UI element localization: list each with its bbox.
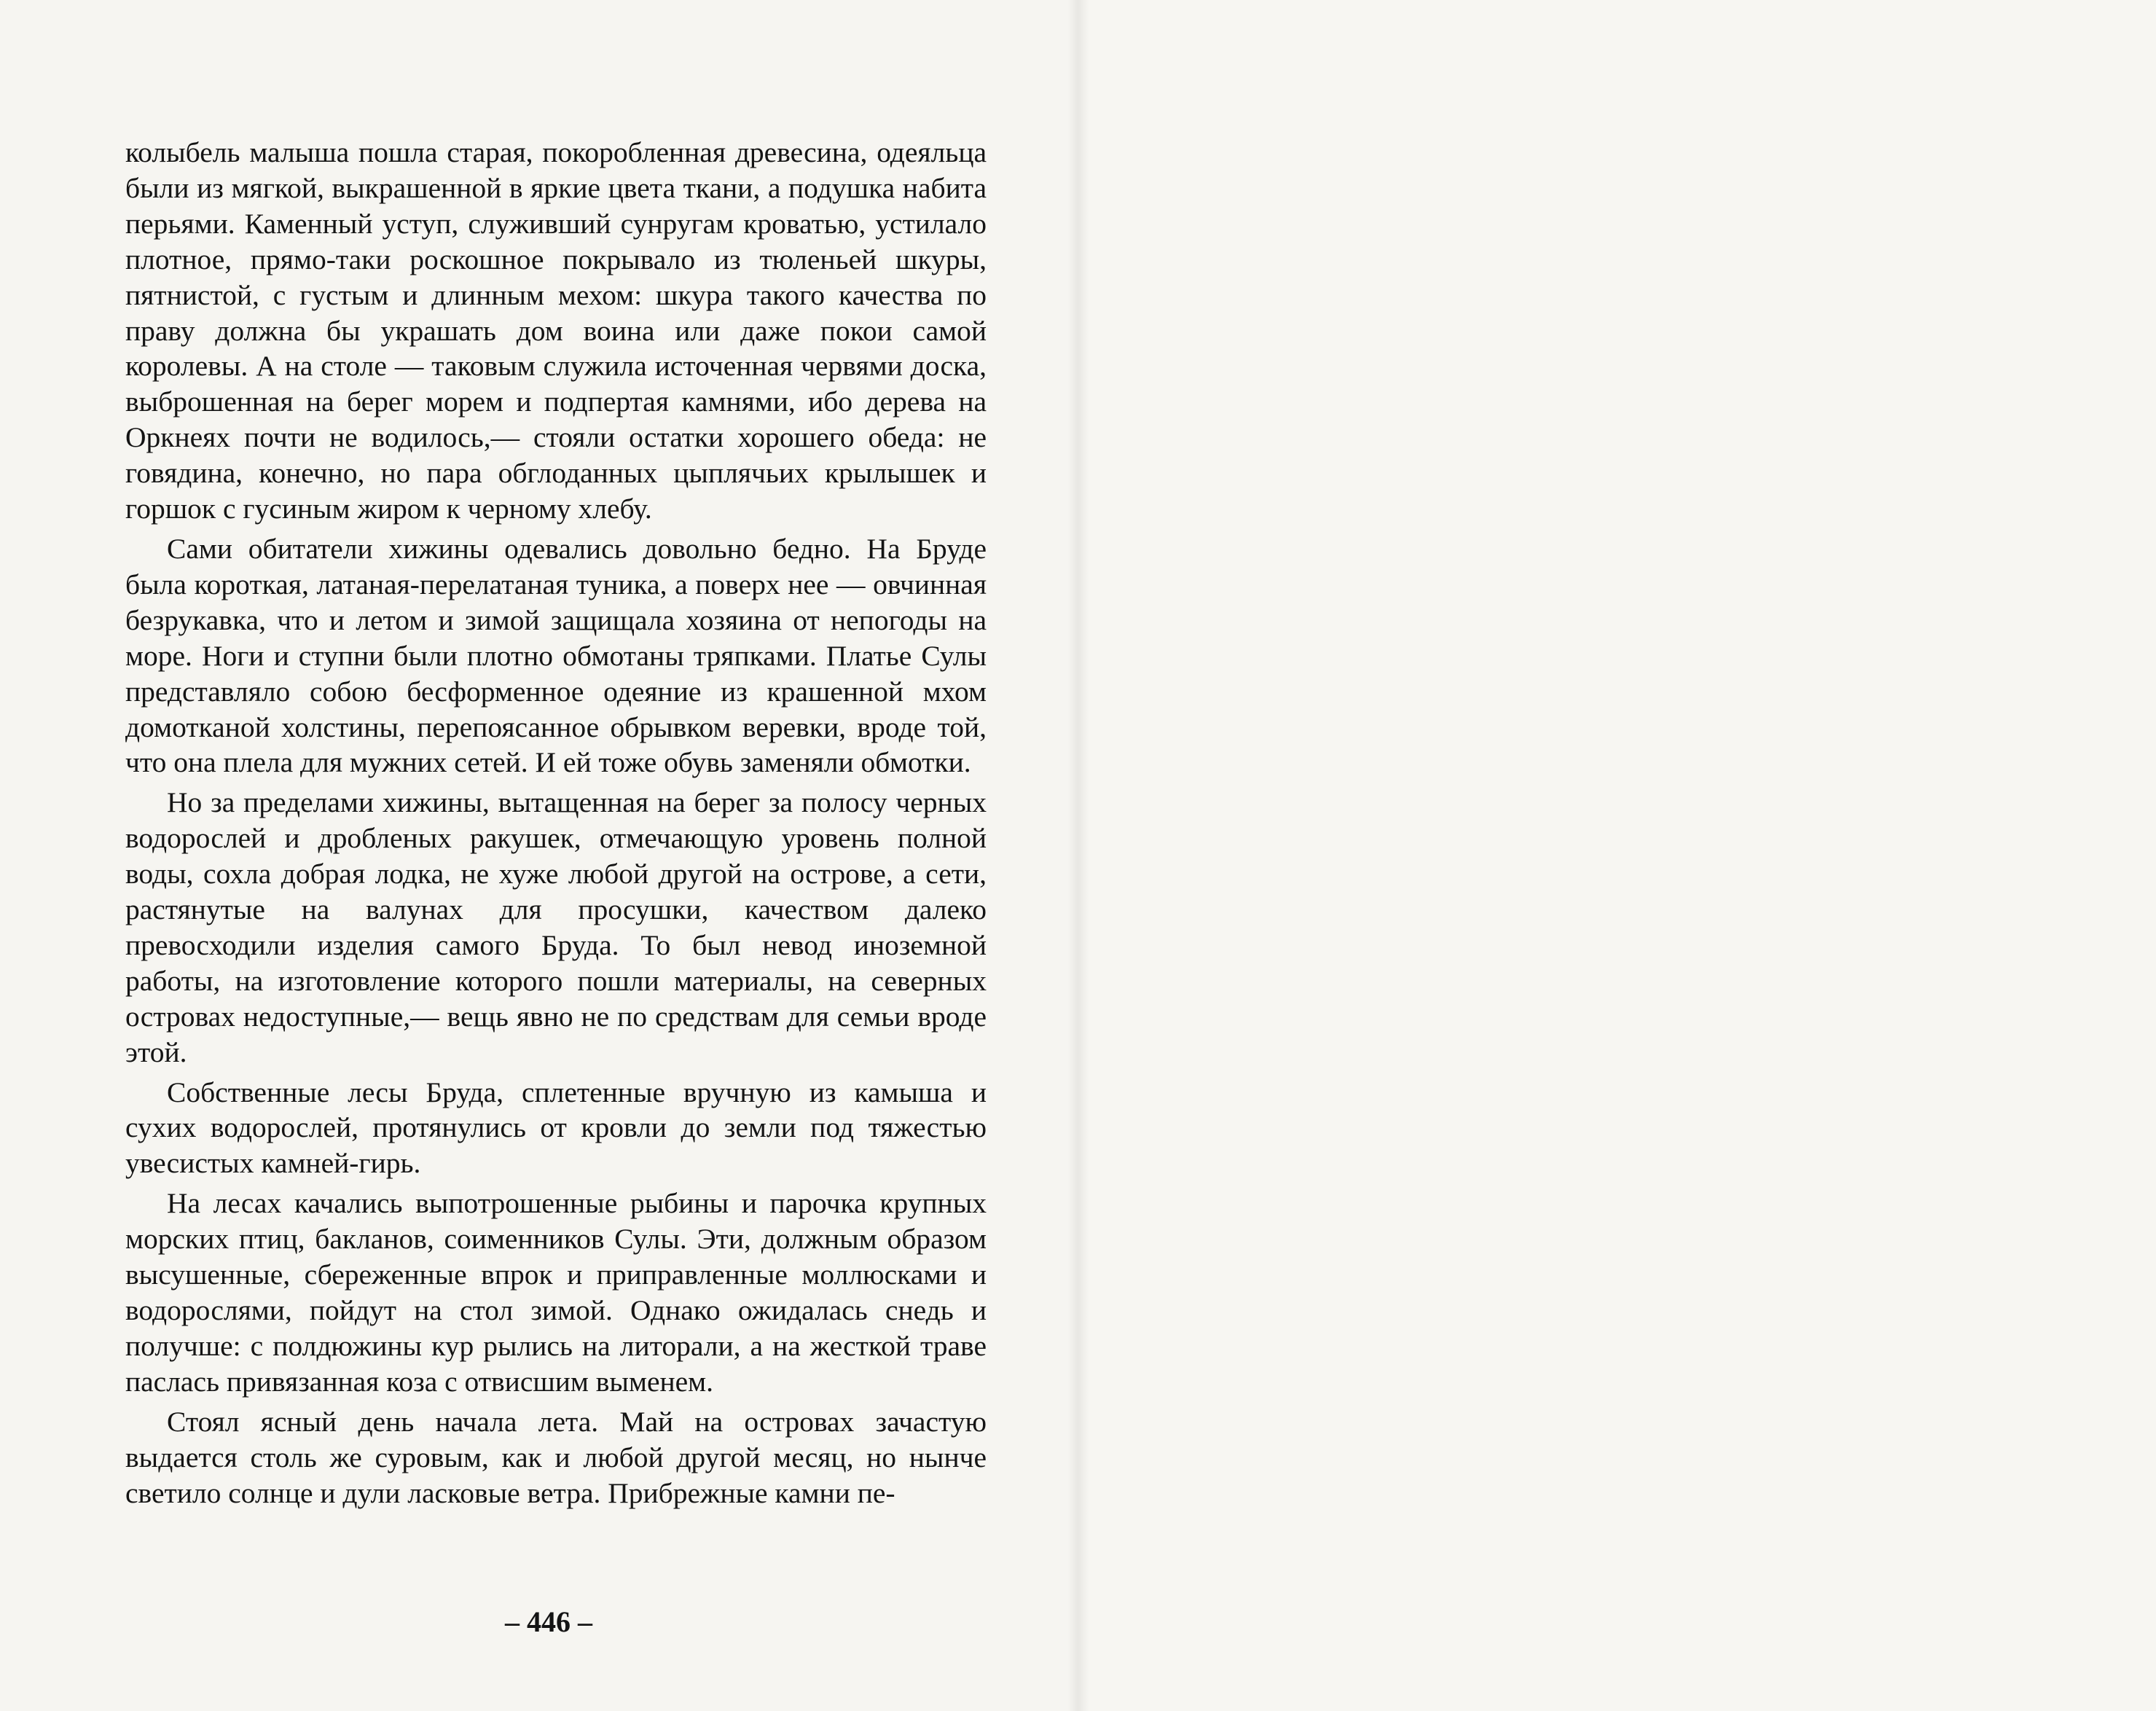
book-gutter — [1067, 0, 1089, 1711]
paragraph: Стоял ясный день начала лета. Май на островах зачастую выдается столь же суровым, как и любой другой месяц, но нынче светило солнце и дули ласковые ветра. Прибрежные камни пе- — [125, 1405, 987, 1509]
right-page — [1078, 0, 2156, 1711]
page-number: – 446 – — [505, 1605, 592, 1638]
paragraph: Но за пределами хижины, вытащенная на берег за полосу черных водорослей и дробленых ракушек, отмечающую уровень полной воды, сохла добрая лодка, не хуже любой другой на острове, а сети, растянутые на валунах для просушки, качеством далеко превосходили изделия самого Бруда. То был невод иноземной работы, на изготовление которого пошли материалы, на северных островах недоступные,— вещь явно не по средствам для семьи вроде этой. — [125, 786, 987, 1068]
left-page-text — [125, 135, 987, 1515]
paragraph: Собственные лесы Бруда, сплетенные вручную из камыша и сухих водорослей, протянулись от кровли до земли под тяжестью увесистых камней-гирь. — [125, 1076, 987, 1180]
paragraph: На лесах качались выпотрошенные рыбины и парочка крупных морских птиц, бакланов, соименников Сулы. Эти, должным образом высушенные, сбереженные впрок и приправленные моллюсками и водорослями, пойдут на стол зимой. Однако ожидалась снедь и получше: с полдюжины кур рылись на литорали, а на жесткой траве паслась привязанная коза с отвисшим выменем. — [125, 1187, 987, 1398]
paragraph: колыбель малыша пошла старая, покоробленная древесина, одеяльца были из мягкой, выкрашенной в яркие цвета ткани, а подушка набита перьями. Каменный уступ, служивший сунругам кроватью, устилало плотное, прямо-таки роскошное покрывало из тюленьей шкуры, пятнистой, с густым и длинным мехом: шкура такого качества по праву должна бы украшать дом воина или даже покои самой королевы. А на столе — таковым служила источенная червями доска, выброшенная на берег морем и подпертая камнями, ибо дерева на Оркнеях почти не водилось,— стояли остатки хорошего обеда: не говядина, конечно, но пара обглоданных цыплячьих крылышек и горшок с гусиным жиром к черному хлебу. — [125, 136, 987, 525]
paragraph: Сами обитатели хижины одевались довольно бедно. На Бруде была короткая, латаная-перелатаная туника, а поверх нее — овчинная безрукавка, что и летом и зимой защищала хозяина от непогоды на море. Ноги и ступни были плотно обмотаны тряпками. Платье Сулы представляло собою бесформенное одеяние из крашенной мхом домотканой холстины, перепоясанное обрывком веревки, вроде той, что она плела для мужних сетей. И ей тоже обувь заменяли обмотки. — [125, 532, 987, 779]
